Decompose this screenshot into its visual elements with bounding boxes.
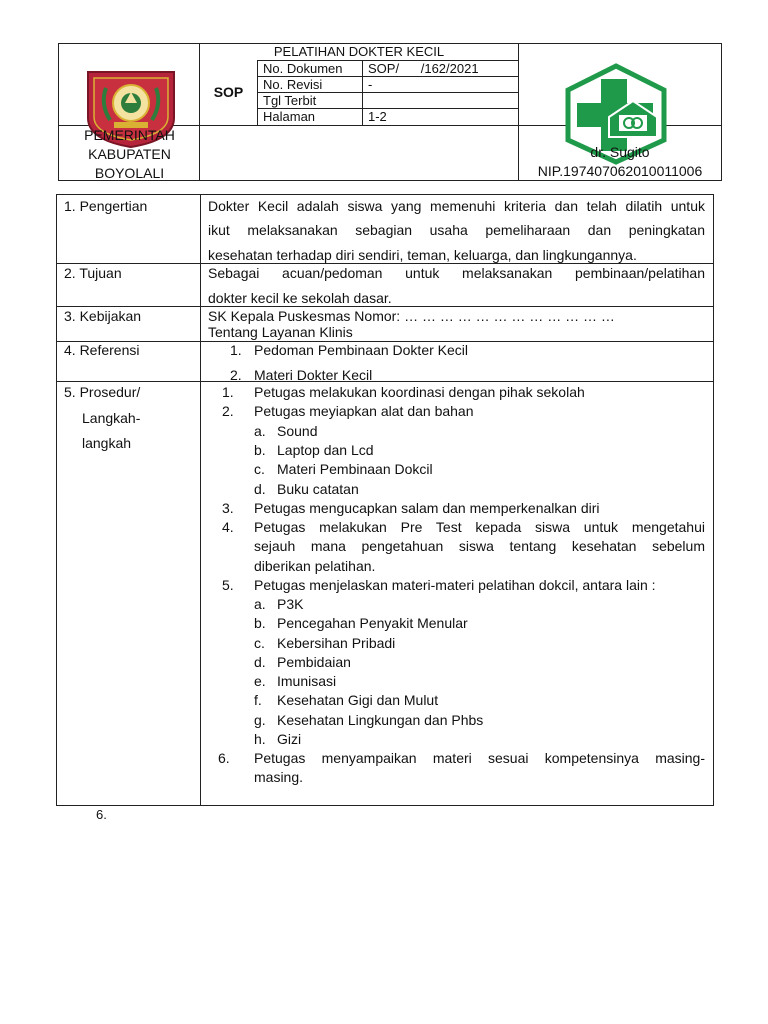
kebijakan-line-2: Tentang Layanan Klinis: [208, 324, 353, 340]
meta-value-no-revisi: -: [368, 77, 373, 92]
step-text: Petugas meyiapkan alat dan bahan: [254, 403, 474, 419]
step-num: 1.: [222, 384, 234, 400]
prosedur-label-3: langkah: [82, 435, 132, 451]
substep-letter: b.: [254, 615, 266, 631]
meta-label-halaman: Halaman: [263, 109, 316, 124]
regency-line-1: PEMERINTAH: [84, 127, 175, 143]
pengertian-label: 1. Pengertian: [64, 198, 148, 214]
substep-text: Kesehatan Lingkungan dan Phbs: [277, 712, 484, 728]
signer-name: dr. Sugito: [590, 144, 650, 160]
referensi-num-1: 1.: [230, 342, 242, 358]
step-num: 2.: [222, 403, 234, 419]
regency-name: [60, 126, 199, 183]
substep-text: Pembidaian: [277, 654, 351, 670]
substep-text: Gizi: [277, 731, 302, 747]
tujuan-line-1: Sebagai acuan/pedoman untuk melaksanakan pembinaan/pelatihan: [208, 265, 705, 281]
substep-letter: a.: [254, 423, 266, 439]
substep-letter: c.: [254, 461, 265, 477]
substep-letter: e.: [254, 673, 266, 689]
step-num: 5.: [222, 577, 234, 593]
substep-text: Laptop dan Lcd: [277, 442, 374, 458]
kebijakan-line-1: SK Kepala Puskesmas Nomor: … … … … … … … … … … … …: [208, 308, 615, 324]
step-num: 4.: [222, 519, 234, 535]
meta-label-no-dokumen: No. Dokumen: [263, 61, 343, 76]
step-num: 3.: [222, 500, 234, 516]
substep-text: P3K: [277, 596, 304, 612]
substep-text: Materi Pembinaan Dokcil: [277, 461, 433, 477]
step-text: sejauh mana pengetahuan siswa tentang kesehatan sebelum: [254, 538, 705, 554]
substep-letter: f.: [254, 692, 262, 708]
meta-value-no-dokumen: SOP/ /162/2021: [368, 61, 479, 76]
prosedur-label-1: 5. Prosedur/: [64, 384, 141, 400]
step-text: Petugas menjelaskan materi-materi pelatihan dokcil, antara lain :: [254, 577, 656, 593]
prosedur-label-2: Langkah-: [82, 410, 141, 426]
step-text: diberikan pelatihan.: [254, 558, 376, 574]
substep-text: Kebersihan Pribadi: [277, 635, 396, 651]
substep-letter: d.: [254, 654, 266, 670]
step-text: Petugas menyampaikan materi sesuai kompetensinya masing-: [254, 750, 705, 766]
substep-letter: a.: [254, 596, 266, 612]
substep-text: Sound: [277, 423, 318, 439]
step-num: 6.: [218, 750, 230, 766]
substep-text: Kesehatan Gigi dan Mulut: [277, 692, 439, 708]
step-text: masing.: [254, 769, 304, 785]
sop-label: SOP: [213, 84, 244, 100]
step-text: Petugas melakukan koordinasi dengan pihak sekolah: [254, 384, 585, 400]
substep-letter: c.: [254, 635, 265, 651]
substep-text: Imunisasi: [277, 673, 337, 689]
pengertian-line-1: Dokter Kecil adalah siswa yang memenuhi kriteria dan telah dilatih untuk: [208, 198, 705, 214]
meta-label-tgl-terbit: Tgl Terbit: [263, 93, 317, 108]
tujuan-line-2: dokter kecil ke sekolah dasar.: [208, 290, 392, 306]
referensi-label: 4. Referensi: [64, 342, 140, 358]
referensi-item-2: Materi Dokter Kecil: [254, 367, 373, 383]
substep-letter: g.: [254, 712, 266, 728]
regency-line-2: KABUPATEN: [88, 146, 171, 162]
pengertian-line-3: kesehatan terhadap diri sendiri, teman, keluarga, dan lingkungannya.: [208, 247, 637, 263]
step-text: Petugas mengucapkan salam dan memperkenalkan diri: [254, 500, 600, 516]
meta-value-halaman: 1-2: [368, 109, 387, 124]
step-text: Petugas melakukan Pre Test kepada siswa untuk mengetahui: [254, 519, 705, 535]
substep-letter: h.: [254, 731, 266, 747]
substep-letter: d.: [254, 481, 266, 497]
document-title: PELATIHAN DOKTER KECIL: [273, 44, 445, 59]
referensi-num-2: 2.: [230, 367, 242, 383]
meta-label-no-revisi: No. Revisi: [263, 77, 323, 92]
footer-note: 6.: [96, 807, 107, 822]
regency-line-3: BOYOLALI: [94, 165, 165, 181]
substep-letter: b.: [254, 442, 266, 458]
substep-text: Pencegahan Penyakit Menular: [277, 615, 468, 631]
kebijakan-label: 3. Kebijakan: [64, 308, 142, 324]
signer-nip: NIP.197407062010011006: [537, 163, 703, 179]
pengertian-line-2: ikut melaksanakan sebagian usaha pemeliharaan dan peningkatan: [208, 222, 705, 238]
substep-text: Buku catatan: [277, 481, 359, 497]
tujuan-label: 2. Tujuan: [64, 265, 122, 281]
referensi-item-1: Pedoman Pembinaan Dokter Kecil: [254, 342, 469, 358]
